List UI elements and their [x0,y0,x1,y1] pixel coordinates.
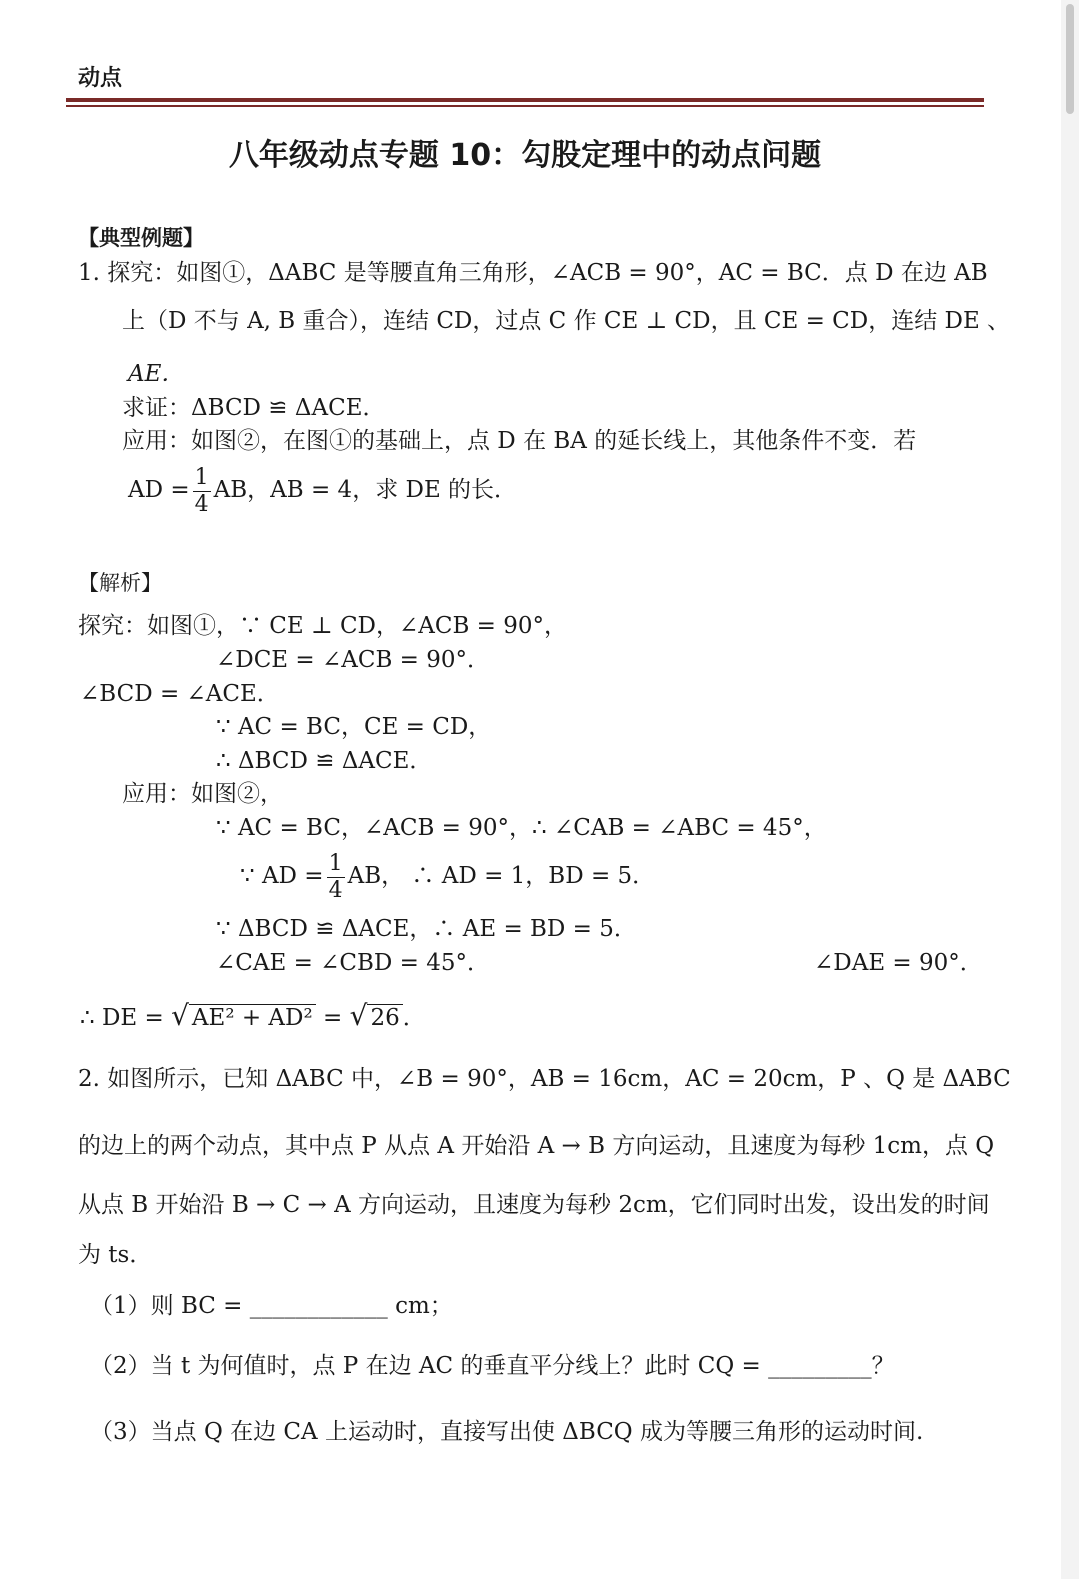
sol-step-8 [240,846,655,906]
vertical-scrollbar[interactable] [1061,0,1079,1579]
q2-part-2: （2）当 t 为何值时，点 P 在边 AC 的垂直平分线上？此时 CQ = _________？ [90,1353,895,1379]
q1-prove: 求证：ΔBCD ≌ ΔACE． [122,395,386,421]
sol-step-11-pre: ∴ DE = [80,1005,164,1031]
q2-part-3: （3）当点 Q 在边 CA 上运动时，直接写出使 ΔBCQ 成为等腰三角形的运动时间. [90,1419,924,1445]
fraction-numerator: 1 [194,464,209,490]
q1-apply-pre: AD = [128,477,190,503]
sol-step-6: 应用：如图②， [122,781,283,807]
sol-step-11 [80,998,426,1036]
sqrt-icon: √ [171,999,189,1032]
q2-line3: 从点 B 开始沿 B → C → A 方向运动，且速度为每秒 2cm，它们同时出发，设出发的时间 [78,1192,990,1218]
q2-line1: 2. 如图所示，已知 ΔABC 中，∠B = 90°，AB = 16cm，AC = 20cm，P 、Q 是 ΔABC [78,1066,1011,1092]
sol-step-11-eq: = [323,1005,343,1031]
sol-step-10b: ∠DAE = 90°． [814,950,983,976]
header-rule-thick [66,98,984,102]
q2-line2: 的边上的两个动点，其中点 P 从点 A 开始沿 A → B 方向运动，且速度为每秒 1cm，点 Q [78,1133,995,1159]
fraction-numerator: 1 [328,850,343,876]
scrollbar-thumb[interactable] [1066,4,1074,114]
sol-step-8-post: AB， ∴ AD = 1，BD = 5． [347,863,656,889]
sqrt-icon: √ [349,999,368,1032]
fraction-denominator: 4 [328,877,343,903]
q1-apply-post: AB，AB = 4，求 DE 的长． [213,477,518,503]
sol-step-2: ∠DCE = ∠ACB = 90°． [216,647,491,673]
sol-step-8-pre: ∵ AD = [240,863,324,889]
header-rule-thin [66,105,984,107]
sol-step-11-post: ． [402,1005,426,1031]
radicand-1: AE² + AD² [189,1004,316,1031]
section-example: 【典型例题】 [78,226,204,250]
q1-line1: 1. 探究：如图①，ΔABC 是等腰直角三角形，∠ACB = 90°，AC = BC．点 D 在边 AB [78,260,988,286]
sol-step-1: 探究：如图①，∵ CE ⊥ CD，∠ACB = 90°， [78,613,568,639]
sol-step-5: ∴ ΔBCD ≌ ΔACE． [216,748,433,774]
q2-part-1: （1）则 BC = ____________ cm； [90,1293,453,1319]
fraction-one-quarter [193,464,211,517]
fraction-denominator: 4 [194,491,209,517]
sol-step-9: ∵ ΔBCD ≌ ΔACE，∴ AE = BD = 5． [216,916,637,942]
q1-apply-line2 [128,460,517,520]
sol-step-7: ∵ AC = BC，∠ACB = 90°，∴ ∠CAB = ∠ABC = 45°， [216,815,827,841]
q2-line4: 为 ts． [78,1242,153,1268]
q1-line3: AE． [128,361,185,387]
q1-line2: 上（D 不与 A, B 重合），连结 CD，过点 C 作 CE ⊥ CD，且 CE = CD，连结 DE 、 [122,308,1011,334]
sol-step-10: ∠CAE = ∠CBD = 45°． [216,950,491,976]
fraction-one-quarter-2 [327,850,345,903]
sol-step-4: ∵ AC = BC，CE = CD， [216,714,492,740]
sol-step-3: ∠BCD = ∠ACE． [80,681,280,707]
page-title: 八年级动点专题 10：勾股定理中的动点问题 [228,138,822,173]
header-label: 动点 [78,66,123,91]
section-solution: 【解析】 [78,571,162,595]
radicand-2: 26 [367,1004,402,1031]
q1-apply: 应用：如图②，在图①的基础上，点 D 在 BA 的延长线上，其他条件不变．若 [122,428,917,454]
